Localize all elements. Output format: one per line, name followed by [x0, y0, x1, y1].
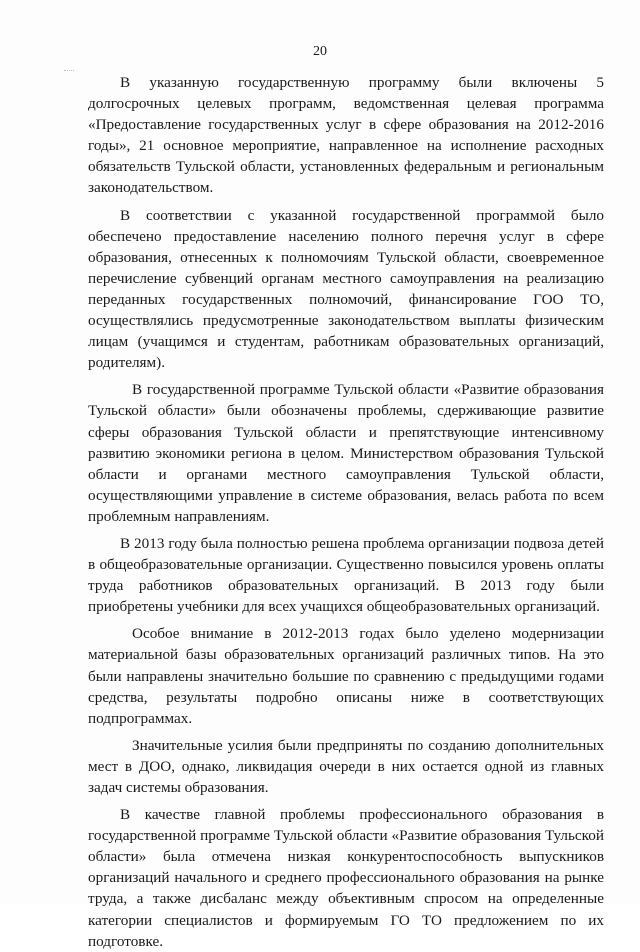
paragraph-2013-results: В 2013 году была полностью решена проблема организации подвоза детей в общеобразовательные организации. Существенно повысился уровень оплаты труда работников образовательных организаций. В 2013 году были приобретены учебники для всех учащихся общеобразовательных организаций.: [88, 534, 604, 616]
paragraph-problems-identified: В государственной программе Тульской области «Развитие образования Тульской области» были обозначены проблемы, сдерживающие развитие сферы образования Тульской области и препятствующие интенсивному развитию экономики региона в целом. Министерством образования Тульской области и органами местного самоуправления Тульской области, осуществляющими управление в системе образования, велась работа по всем проблемным направлениям.: [88, 381, 604, 525]
paragraph-services-provided: В соответствии с указанной государственной программой было обеспечено предоставление населению полного перечня услуг в сфере образования, отнесенных к полномочиям Тульской области, своевременное перечисление субвенций органам местного самоуправления на реализацию переданных государственных полномочий, финансирование ГОО ТО, осуществлялись предусмотренные законодательством выплаты физическим лицам (учащимся и студентам, работникам образовательных организаций, родителям).: [88, 206, 604, 372]
paragraph-vocational-education: В качестве главной проблемы профессионального образования в государственной программе Тульской области «Развитие образования Тульской области» была отмечена низкая конкурентоспособность выпускников организаций начального и среднего профессионального образования на рынке труда, а также дисбаланс между объективным спросом на определенные категории специалистов и формируемым ГО ТО предложением по их подготовке.: [88, 806, 604, 950]
scan-artifact: [64, 70, 74, 75]
page-number: 20: [313, 44, 327, 59]
document-body: [88, 72, 604, 952]
paragraph-preschool-places: Значительные усилия были предприняты по созданию дополнительных мест в ДОО, однако, ликвидация очереди в них остается одной из главных задач системы образования.: [88, 736, 604, 796]
paragraph-modernization: Особое внимание в 2012-2013 годах было уделено модернизации материальной базы образовательных организаций различных типов. На это были направлены значительно большие по сравнению с предыдущими годами средства, результаты подробно описаны ниже в соответствующих подпрограммах.: [88, 625, 604, 727]
paragraph-programs-included: В указанную государственную программу были включены 5 долгосрочных целевых программ, ведомственная целевая программа «Предоставление государственных услуг в сфере образования на 2012-2016 годы», 21 основное мероприятие, направленное на исполнение расходных обязательств Тульской области, установленных федеральным и региональным законодательством.: [88, 74, 604, 197]
